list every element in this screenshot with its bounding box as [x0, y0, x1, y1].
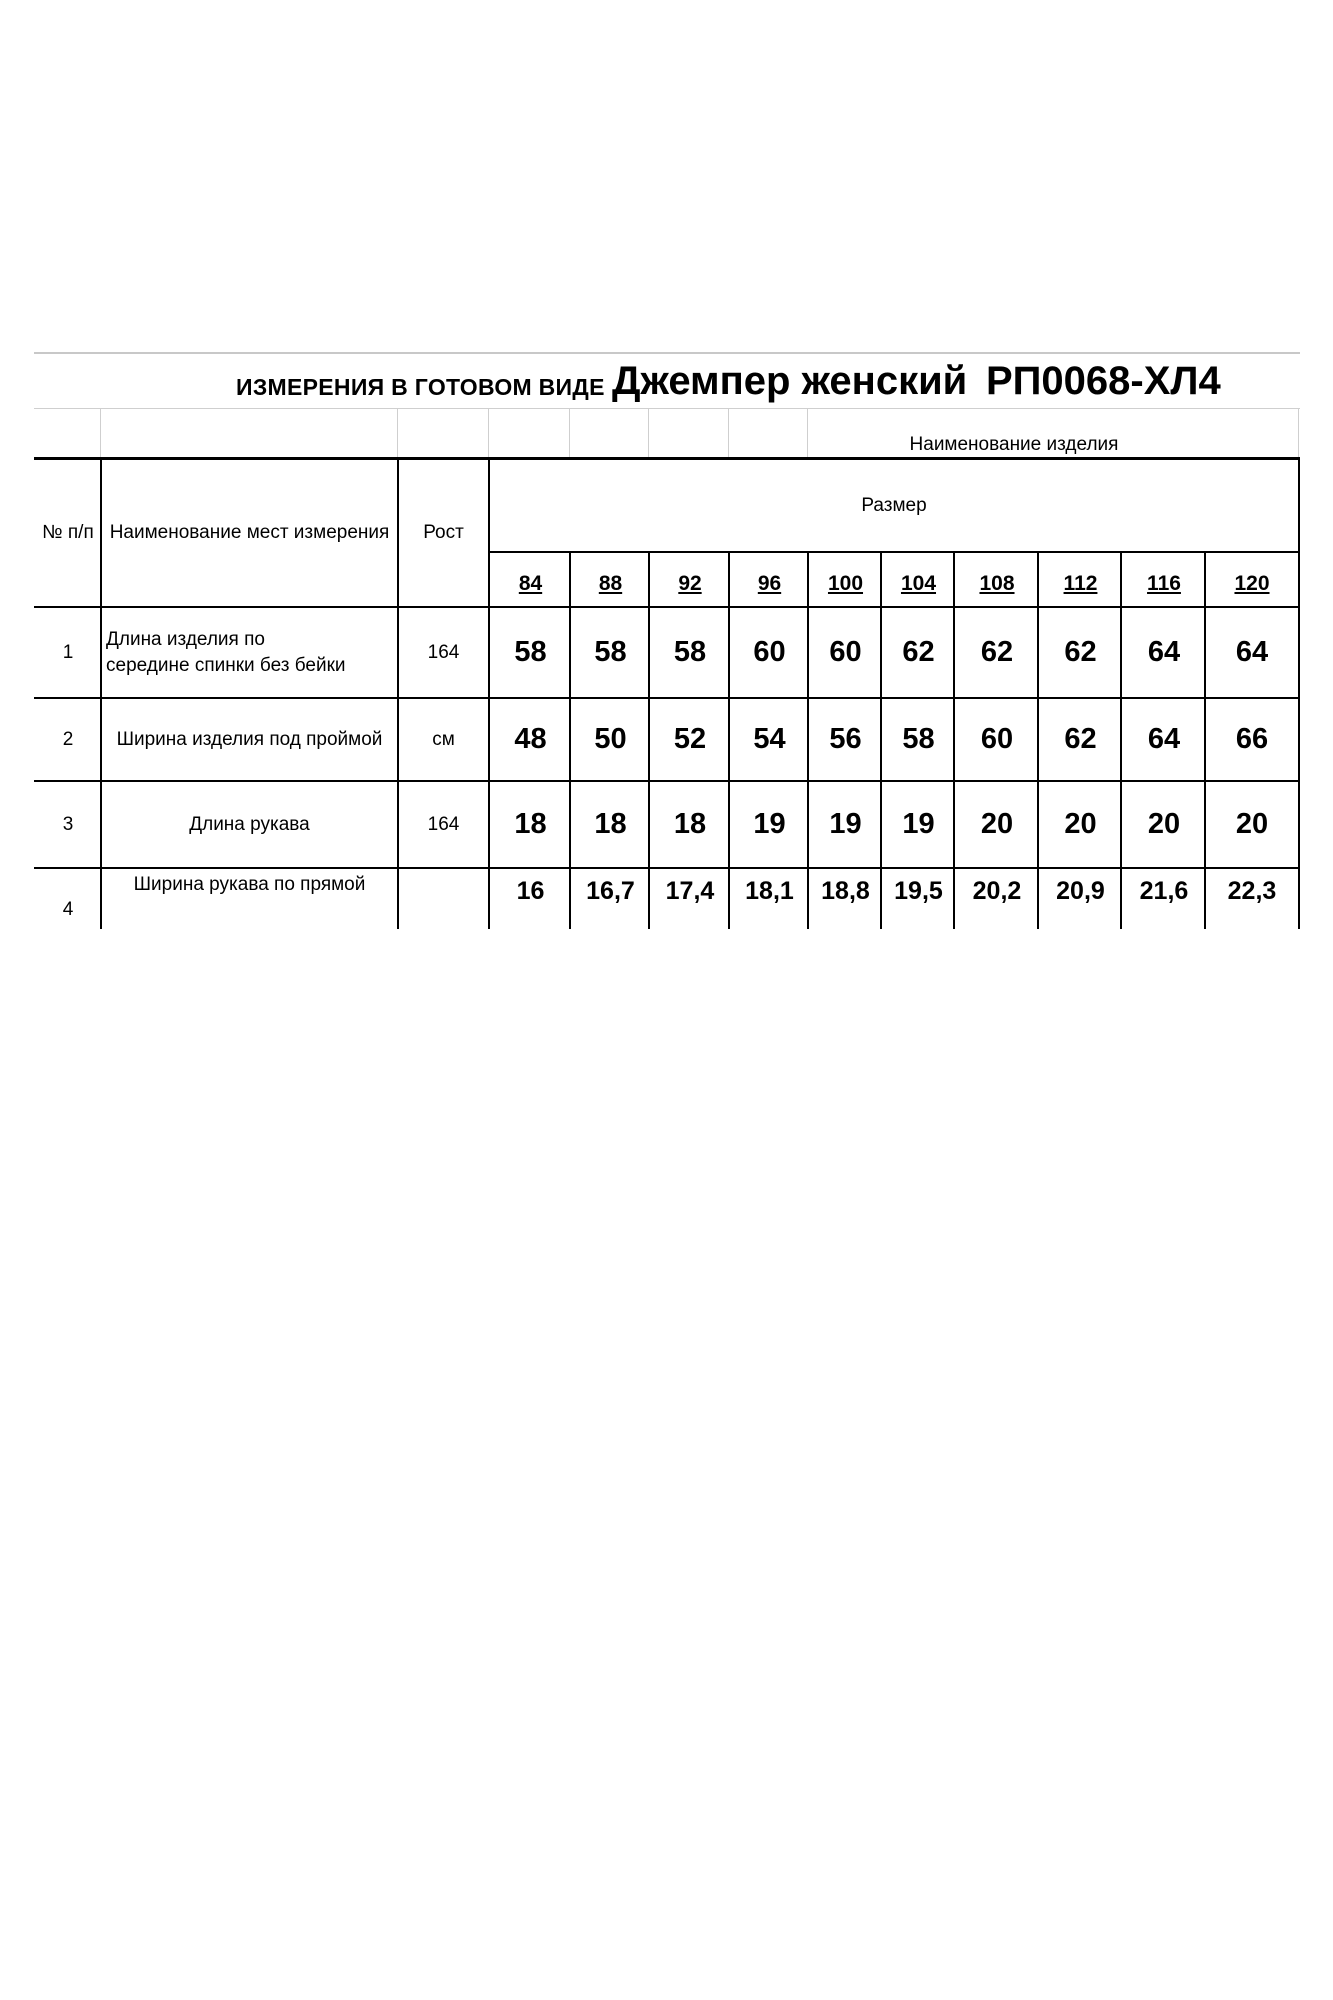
size-header-108: 108: [979, 572, 1015, 595]
article-code: РП0068-ХЛ4: [986, 359, 1221, 403]
grid-line: [648, 408, 649, 458]
grid-line: [1298, 408, 1299, 458]
product-title: Джемпер женский: [612, 359, 968, 403]
size-value-cell: 62: [902, 636, 935, 668]
size-value-cell: 60: [753, 636, 786, 668]
size-value-cell: 58: [514, 636, 547, 668]
size-value-cell: 60: [980, 723, 1014, 755]
size-header-104: 104: [900, 572, 937, 595]
size-header-116: 116: [1147, 572, 1181, 595]
size-value-cell: 20: [1147, 808, 1181, 840]
size-value-cell: 58: [902, 723, 935, 755]
row-measure-name: Ширина изделия под проймой: [116, 728, 383, 750]
row-height: [399, 869, 488, 929]
size-value-cell: 56: [829, 723, 862, 755]
grid-line: [488, 551, 1300, 553]
size-value-cell: 20: [1064, 808, 1097, 840]
size-value-cell: 52: [673, 723, 707, 755]
size-value-cell: 16: [516, 876, 545, 905]
row-height: см: [432, 728, 455, 750]
size-value-cell: 62: [980, 636, 1014, 668]
grid-line: [488, 408, 489, 458]
size-value-cell: 17,4: [665, 876, 715, 905]
column-header-size-group: Размер: [861, 494, 927, 516]
size-value-cell: 18,8: [821, 876, 870, 905]
size-value-cell: 48: [514, 723, 547, 755]
size-header-84: 84: [518, 572, 543, 595]
size-value-cell: 19: [829, 808, 862, 840]
size-value-cell: 16,7: [586, 876, 635, 905]
size-value-cell: 54: [753, 723, 786, 755]
size-value-cell: 20: [1235, 808, 1269, 840]
row-number: 1: [62, 641, 74, 663]
grid-line: [100, 408, 101, 458]
size-value-cell: 22,3: [1227, 876, 1277, 905]
size-header-112: 112: [1063, 572, 1098, 595]
size-value-cell: 18: [594, 808, 627, 840]
size-value-cell: 20,9: [1056, 876, 1105, 905]
size-value-cell: 50: [594, 723, 627, 755]
size-value-cell: 18,1: [745, 876, 794, 905]
size-value-cell: 19: [902, 808, 935, 840]
size-value-cell: 64: [1147, 636, 1181, 668]
size-header-92: 92: [678, 572, 702, 595]
grid-line: [807, 408, 808, 458]
size-value-cell: 62: [1064, 723, 1097, 755]
size-value-cell: 20: [980, 808, 1014, 840]
size-value-cell: 18: [514, 808, 547, 840]
size-header-120: 120: [1234, 572, 1270, 595]
product-name-label: Наименование изделия: [909, 434, 1119, 455]
row-height: 164: [427, 641, 460, 663]
size-value-cell: 18: [673, 808, 707, 840]
grid-line: [728, 408, 729, 458]
grid-line: [1298, 459, 1300, 929]
column-header-measure: Наименование мест измерения: [109, 522, 390, 543]
row-measure-name: Ширина рукава по прямой: [133, 874, 366, 895]
row-measure-name: Длина изделия по середине спинки без бейки: [106, 628, 346, 676]
size-value-cell: 66: [1235, 723, 1269, 755]
grid-line: [397, 408, 398, 458]
size-value-cell: 19: [753, 808, 786, 840]
size-header-88: 88: [598, 572, 623, 595]
row-height: 164: [427, 813, 460, 835]
row-number: 4: [62, 899, 74, 920]
grid-line: [569, 408, 570, 458]
size-header-100: 100: [827, 572, 864, 595]
size-value-cell: 64: [1147, 723, 1181, 755]
row-measure-name: Длина рукава: [189, 813, 310, 835]
size-value-cell: 62: [1064, 636, 1097, 668]
size-chart-sheet: [34, 352, 1300, 929]
size-value-cell: 21,6: [1139, 876, 1189, 905]
size-header-96: 96: [757, 572, 782, 595]
row-number: 2: [62, 728, 74, 750]
row-number: 3: [62, 813, 74, 835]
size-value-cell: 58: [673, 636, 707, 668]
column-header-num: № п/п: [42, 522, 94, 543]
grid-line: [34, 408, 1300, 409]
size-value-cell: 64: [1235, 636, 1269, 668]
column-header-height: Рост: [423, 522, 464, 543]
chart-subtitle: ИЗМЕРЕНИЯ В ГОТОВОМ ВИДЕ: [236, 374, 605, 400]
size-value-cell: 20,2: [972, 876, 1022, 905]
title-row: [34, 352, 1300, 410]
size-value-cell: 58: [594, 636, 627, 668]
size-value-cell: 60: [829, 636, 862, 668]
size-value-cell: 19,5: [894, 876, 943, 905]
